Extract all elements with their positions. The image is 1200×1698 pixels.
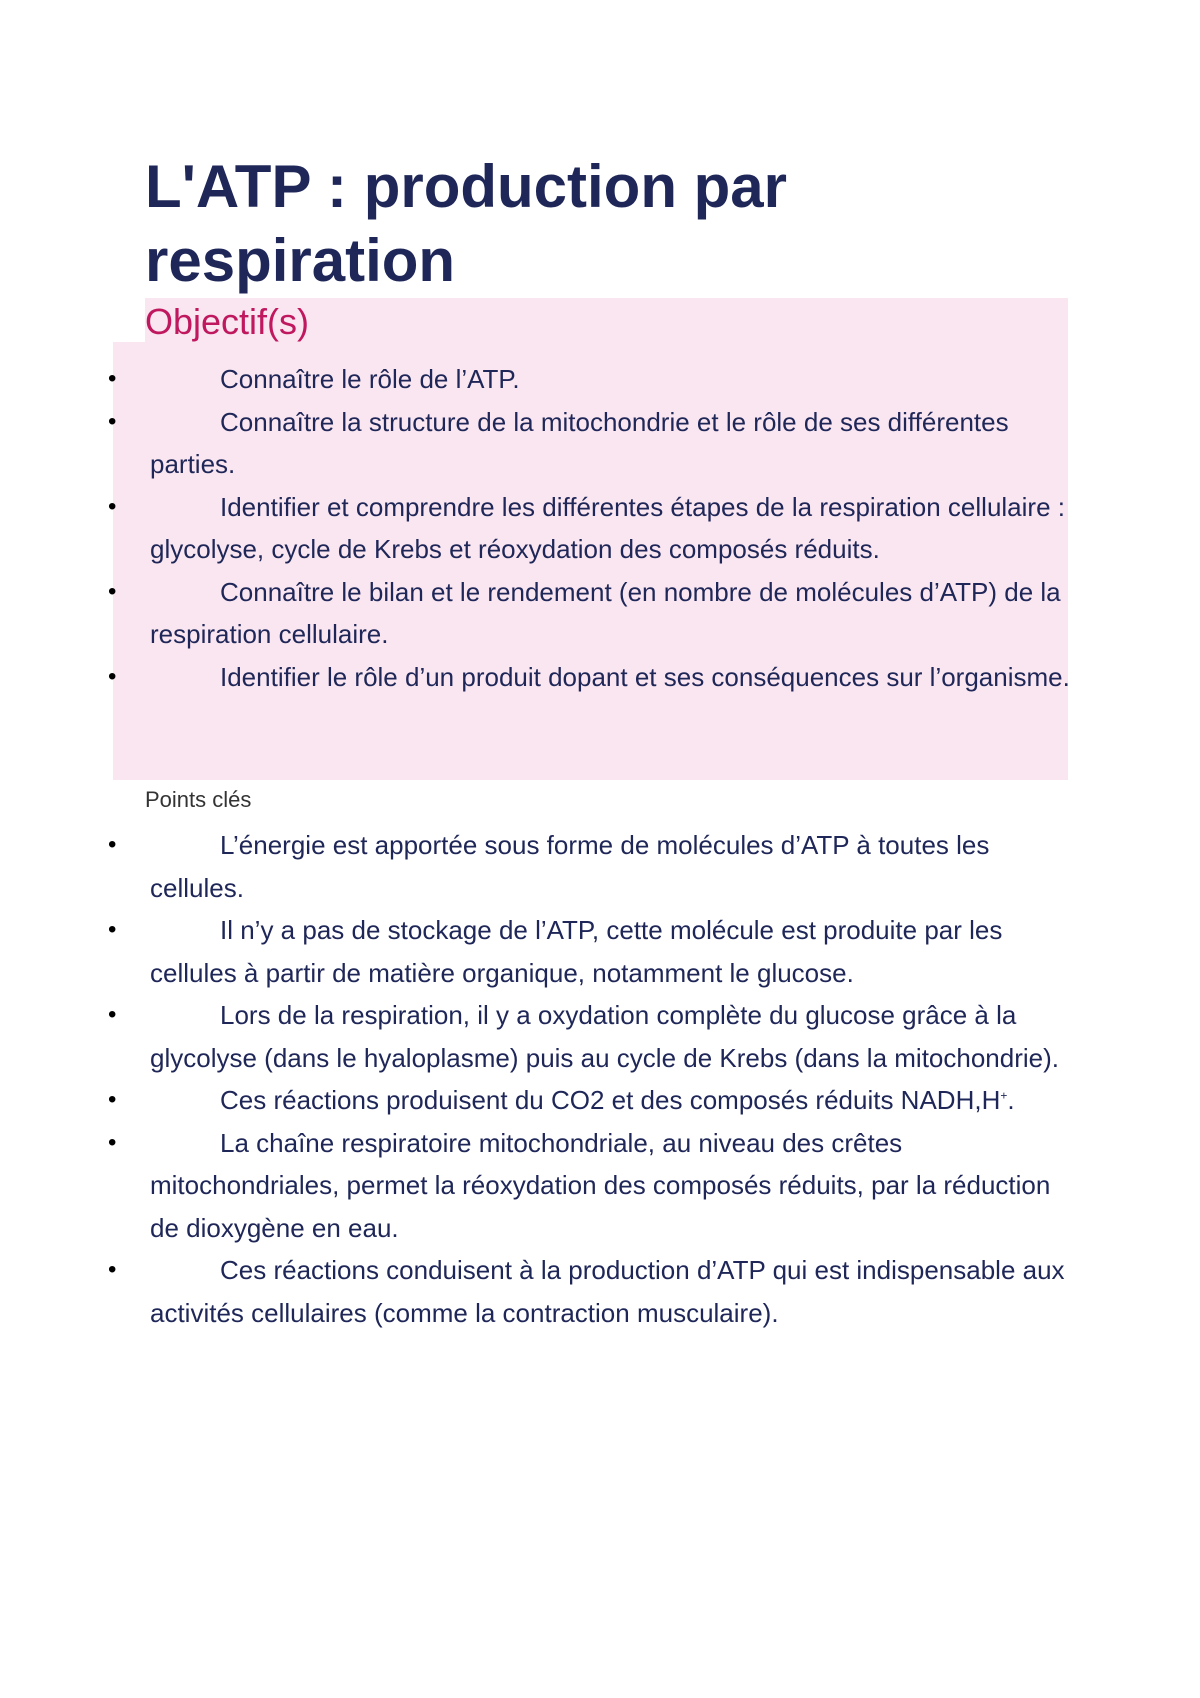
list-item xyxy=(0,358,1070,401)
list-item xyxy=(0,486,1070,571)
objectives-heading: Objectif(s) xyxy=(145,301,310,342)
bullet-icon: • xyxy=(108,916,117,943)
key-point-text: L’énergie est apportée sous forme de molécules d’ATP à toutes les cellules. xyxy=(150,830,990,903)
key-point-text: Ces réactions conduisent à la production d’ATP qui est indispensable aux activités cellulaires (comme la contraction musculaire). xyxy=(150,1255,1065,1328)
sentence-period: . xyxy=(1007,1085,1015,1115)
superscript-plus: + xyxy=(1000,1088,1008,1103)
list-item xyxy=(0,401,1070,486)
list-item xyxy=(0,994,1070,1079)
objective-text: Identifier et comprendre les différentes étapes de la respiration cellulaire : glycolyse, cycle de Krebs et réoxydation des composés réduits. xyxy=(150,491,1065,564)
objective-text: Connaître le bilan et le rendement (en nombre de molécules d’ATP) de la respiration cellulaire. xyxy=(150,576,1061,649)
bullet-icon: • xyxy=(108,492,117,520)
list-item xyxy=(0,1079,1070,1122)
list-item xyxy=(0,571,1070,656)
bullet-icon: • xyxy=(108,1086,117,1113)
list-item xyxy=(0,1122,1070,1250)
list-item xyxy=(0,656,1070,699)
bullet-icon: • xyxy=(108,662,117,690)
key-point-text: Lors de la respiration, il y a oxydation complète du glucose grâce à la glycolyse (dans le hyaloplasme) puis au cycle de Krebs (dans la mitochondrie). xyxy=(150,1000,1059,1073)
bullet-icon: • xyxy=(108,407,117,435)
key-points-heading: Points clés xyxy=(145,787,252,812)
bullet-icon: • xyxy=(108,1128,117,1156)
bullet-icon: • xyxy=(108,1001,117,1028)
key-point-text: Il n’y a pas de stockage de l’ATP, cette molécule est produite par les cellules à partir de matière organique, notamment le glucose. xyxy=(150,915,1003,988)
page-title: L'ATP : production par respiration xyxy=(145,153,788,294)
objectives-list xyxy=(0,358,1100,698)
bullet-icon: • xyxy=(108,365,117,392)
list-item xyxy=(0,909,1070,994)
list-item xyxy=(0,1249,1070,1334)
objective-text: Connaître la structure de la mitochondrie et le rôle de ses différentes parties. xyxy=(150,406,1009,479)
key-point-text: Ces réactions produisent du CO2 et des composés réduits NADH,H xyxy=(220,1085,1001,1115)
bullet-icon: • xyxy=(108,1256,117,1283)
list-item xyxy=(0,824,1070,909)
key-points-list xyxy=(0,824,1100,1334)
objective-text: Connaître le rôle de l’ATP. xyxy=(220,364,520,394)
bullet-icon: • xyxy=(108,577,117,605)
bullet-icon: • xyxy=(108,831,117,858)
objective-text: Identifier le rôle d’un produit dopant et ses conséquences sur l’organisme. xyxy=(220,661,1070,692)
key-point-text: La chaîne respiratoire mitochondriale, au niveau des crêtes mitochondriales, permet la réoxydation des composés réduits, par la réduction de dioxygène en eau. xyxy=(150,1127,1051,1243)
